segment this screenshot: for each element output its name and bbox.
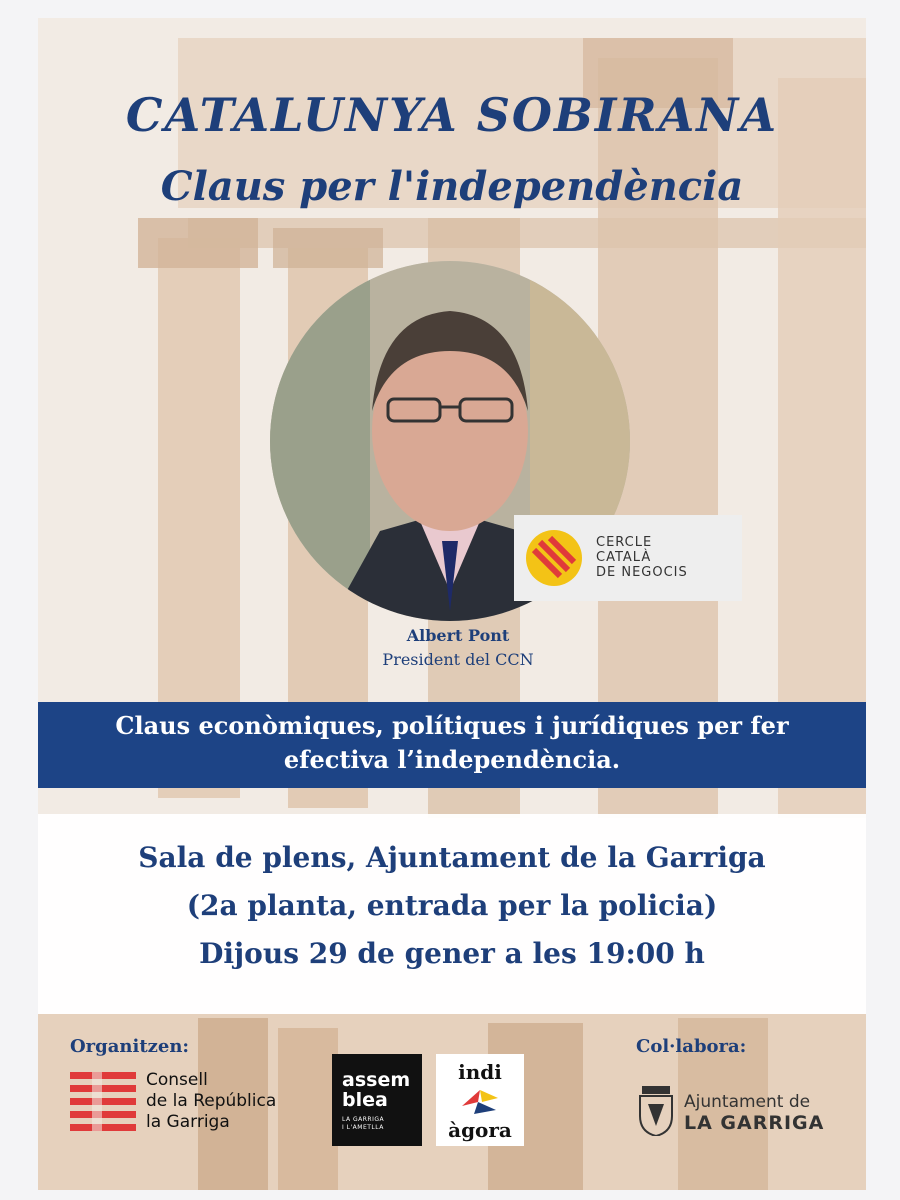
indiagora-splash-icon [460, 1086, 500, 1116]
assemblea-wordmark [342, 1070, 410, 1110]
consell-republica-logo [70, 1068, 320, 1140]
banner-line1: Claus econòmiques, polítiques i jurídiques per fer [115, 711, 789, 740]
consell-stripes-icon [70, 1072, 136, 1132]
consell-line3: la Garriga [146, 1112, 230, 1132]
ccn-line2: CATALÀ [596, 550, 652, 565]
ajuntament-logo [636, 1072, 846, 1156]
assemblea-line4: I L'AMETLLA [342, 1124, 384, 1131]
poster-subtitle: Claus per l'independència [160, 163, 744, 210]
organizers-label: Organitzen: [70, 1036, 190, 1057]
assemblea-logo [332, 1054, 422, 1146]
consell-line2: de la República [146, 1091, 277, 1111]
coat-of-arms-icon [636, 1086, 676, 1136]
poster-title: CATALUNYA SOBIRANA [125, 88, 779, 142]
collaborator-label: Col·labora: [636, 1036, 747, 1057]
event-poster [38, 18, 866, 1190]
consell-text [146, 1070, 276, 1133]
ccn-line3: DE NEGOCIS [596, 565, 688, 580]
event-access: (2a planta, entrada per la policia) [186, 889, 718, 922]
banner-line2: efectiva l’independència. [283, 745, 621, 774]
ajuntament-line2: LA GARRIGA [684, 1112, 825, 1134]
assemblea-line1: assem [342, 1069, 411, 1091]
ccn-logo-text [596, 535, 688, 580]
event-details [38, 814, 866, 1014]
speaker-name: Albert Pont [406, 626, 510, 645]
event-venue: Sala de plens, Ajuntament de la Garriga [138, 841, 766, 874]
ccn-line1: CERCLE [596, 535, 653, 550]
assemblea-subtitle [342, 1116, 384, 1132]
assemblea-line3: LA GARRIGA [342, 1116, 385, 1123]
ajuntament-line1: Ajuntament de [684, 1092, 811, 1112]
speaker-role: President del CCN [382, 650, 534, 669]
consell-line1: Consell [146, 1070, 208, 1090]
topic-banner [38, 702, 866, 788]
event-date: Dijous 29 de gener a les 19:00 h [199, 937, 705, 970]
ccn-emblem-icon [524, 528, 584, 588]
indiagora-line2: àgora [448, 1118, 512, 1142]
assemblea-line2: blea [342, 1089, 388, 1111]
indiagora-logo [436, 1054, 524, 1146]
indiagora-line1: indi [458, 1060, 502, 1084]
ccn-logo [514, 515, 742, 601]
